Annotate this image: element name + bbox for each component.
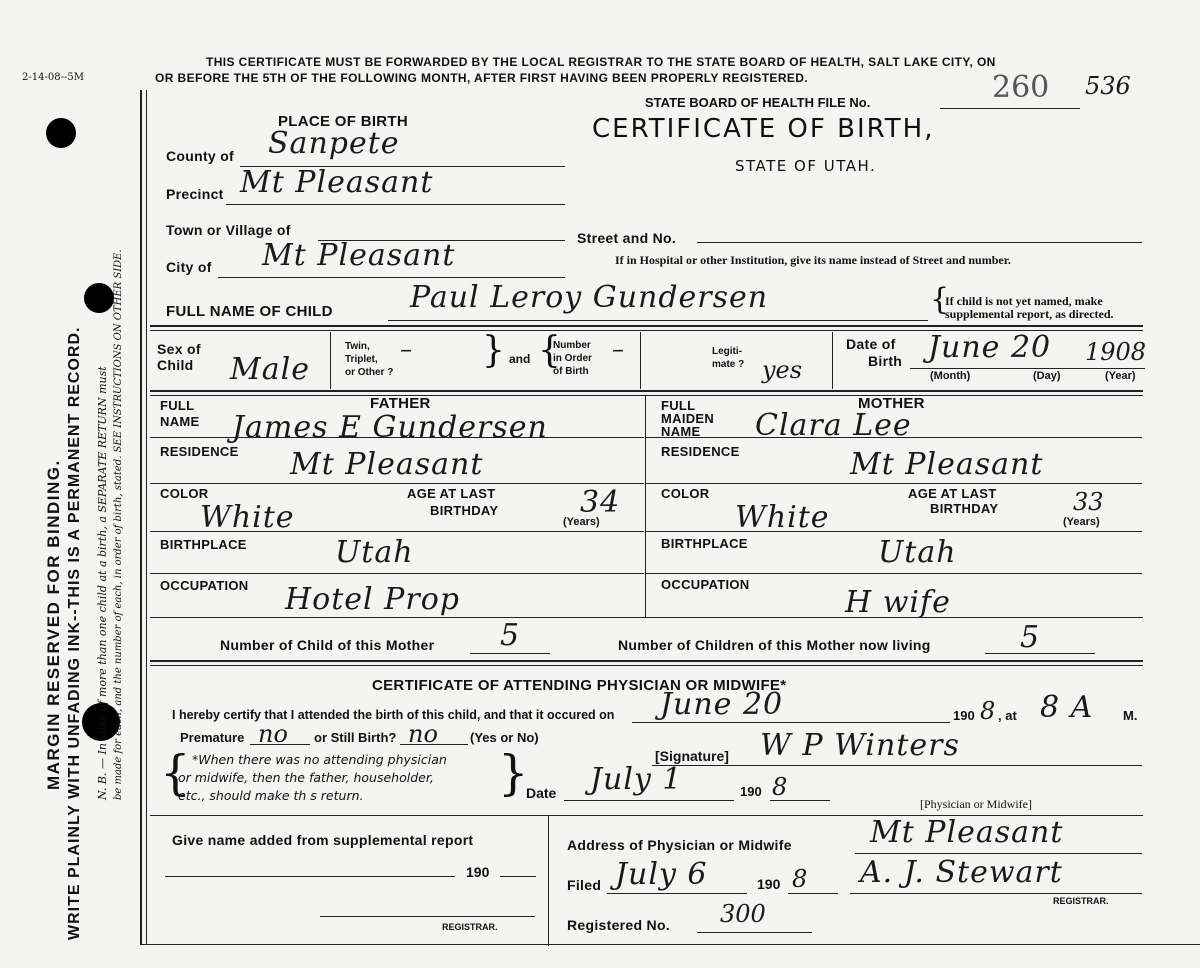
street-line [697,242,1142,243]
mother-birthplace-label: BIRTHPLACE [661,536,748,551]
mother-name-label-line1: FULL [661,398,696,413]
date-year-line [770,800,830,801]
certify-at-label: , at [998,708,1017,723]
header-notice-line2: OR BEFORE THE 5TH OF THE FOLLOWING MONTH, AFTER FIRST HAVING BEEN PROPERLY REGISTERED. [155,71,809,85]
child-name-label: FULL NAME OF CHILD [166,303,333,320]
unnamed-note-brace: { [930,282,950,317]
divider-parents-top [150,390,1143,392]
father-name-line [150,437,644,438]
signature-value: W P Winters [760,728,960,763]
child-name-line [388,320,928,321]
date-year-suffix: 8 [772,773,788,801]
father-occupation-label: OCCUPATION [160,578,249,593]
place-of-birth-heading: PLACE OF BIRTH [278,113,409,130]
address-label: Address of Physician or Midwife [567,837,792,853]
dob-year-label: (Year) [1105,370,1136,382]
supplemental-registrar-line [320,916,535,917]
address-value: Mt Pleasant [870,815,1064,850]
registered-label: Registered No. [567,917,670,933]
order-value: – [612,335,624,363]
father-residence-line [150,483,644,484]
mother-residence-value: Mt Pleasant [850,447,1044,482]
stillbirth-value: no [408,720,438,748]
premature-label: Premature [180,730,245,745]
father-age-value: 34 [580,485,621,520]
county-label: County of [166,148,235,164]
file-no-value: 260 [992,70,1050,105]
mother-occupation-value: H wife [845,585,951,620]
margin-binding-text: MARGIN RESERVED FOR BINDING. [44,459,63,790]
father-color-label: COLOR [160,486,209,501]
filing-registrar-label: REGISTRAR. [1053,896,1109,906]
supplemental-box-divider [548,816,549,946]
child-number-value: 5 [500,618,521,653]
sex-label-line2: Child [157,357,194,373]
mother-name-label-line3: NAME [661,424,701,439]
order-label-line3: of Birth [553,366,589,377]
supplemental-label: Give name added from supplemental report [172,832,474,848]
divider-child-section-top [150,325,1143,327]
twin-label-line3: or Other ? [345,367,394,378]
certify-date-value: June 20 [660,687,784,722]
dob-label-line2: Birth [868,353,903,369]
divider-parents-top2 [150,395,1143,396]
punch-hole-middle [84,283,114,313]
legit-label-line1: Legiti- [712,346,742,357]
note-line1: *When there was no attending physician [192,752,447,767]
file-no-label: STATE BOARD OF HEALTH FILE No. [645,95,871,110]
premature-value: no [258,720,288,748]
children-living-label: Number of Children of this Mother now living [618,637,931,653]
bottom-border [140,944,1200,945]
yes-no-label: (Yes or No) [470,730,539,745]
certify-year-suffix: 8 [980,697,996,725]
child-number-label: Number of Child of this Mother [220,637,435,653]
dob-label-line1: Date of [846,336,896,352]
filed-year-prefix: 190 [757,876,781,892]
father-birthplace-line [150,573,644,574]
date-label: Date [526,785,557,801]
physician-heading: CERTIFICATE OF ATTENDING PHYSICIAN OR MIDWIFE* [372,677,787,694]
divider-parents-bottom [150,617,1143,618]
stillbirth-line [400,744,468,745]
filed-year-suffix: 8 [792,865,808,893]
registrar-signature-line [850,893,1142,894]
father-color-line [150,531,644,532]
twin-label-line2: Triplet, [345,354,378,365]
date-line [564,800,734,801]
sex-label-line1: Sex of [157,341,201,357]
supplemental-name-line [165,876,455,877]
father-birthplace-label: BIRTHPLACE [160,537,247,552]
dob-month-label: (Month) [930,370,971,382]
mother-name-line [646,437,1142,438]
file-no-handwritten: 536 [1085,72,1131,100]
registered-value: 300 [720,900,766,928]
dob-year: 1908 [1085,338,1147,366]
children-living-line [985,653,1095,654]
registrar-signature: A. J. Stewart [860,855,1063,890]
signature-line [652,765,1142,766]
certify-date-line [632,722,950,723]
margin-nb-line2: be made for each, and the number of each, in order of birth, stated. SEE INSTRUCTIONS ON OTHER SIDE. [113,249,124,800]
date-year-prefix: 190 [740,784,762,799]
file-no-line [940,108,1080,109]
filed-label: Filed [567,877,602,893]
signature-label: [Signature] [655,748,729,764]
note-line2: or midwife, then the father, householder, [178,770,434,785]
filed-value: July 6 [615,857,708,892]
father-name-label-line1: FULL [160,398,195,413]
certificate-title: CERTIFICATE OF BIRTH, [592,114,935,144]
father-years-label: (Years) [563,516,600,528]
premature-line [250,744,310,745]
date-value: July 1 [590,762,683,797]
registered-line [697,932,812,933]
father-residence-value: Mt Pleasant [290,447,484,482]
parents-column-divider [645,396,646,618]
order-brace: { [538,330,561,371]
dob-line [910,368,1145,369]
stillbirth-label: or Still Birth? [314,730,397,745]
sex-value: Male [230,352,310,387]
street-label: Street and No. [577,230,677,246]
dob-value: June 20 [928,330,1052,365]
form-code: 2-14-08--5M [22,72,84,83]
certify-text: I hereby certify that I attended the birth of this child, and that it occured on [172,708,615,722]
divider-physician-top [150,660,1143,662]
physician-or-midwife-label: [Physician or Midwife] [920,797,1032,811]
city-label: City of [166,259,212,275]
left-border-line-inner [146,90,147,945]
margin-nb-line1: N. B. — In case of more than one child at a birth, a SEPARATE RETURN must [96,366,109,800]
mother-color-value: White [735,500,830,535]
mother-birthplace-value: Utah [878,535,957,570]
certify-time-value: 8 A [1040,690,1094,725]
city-value: Mt Pleasant [262,238,456,273]
father-color-value: White [200,500,295,535]
children-living-value: 5 [1020,620,1041,655]
certify-m-label: M. [1123,708,1138,723]
city-line [218,277,565,278]
legit-label-line2: mate ? [712,359,745,370]
twin-label-line1: Twin, [345,341,370,352]
mother-age-label-line2: BIRTHDAY [930,501,999,516]
child-number-line [470,653,550,654]
supplemental-year-prefix: 190 [466,864,490,880]
precinct-value: Mt Pleasant [240,165,434,200]
note-brace-right: } [498,745,529,801]
legit-divider [832,332,833,389]
county-value: Sanpete [268,126,400,161]
note-line3: etc., should make th s return. [178,788,364,803]
order-label-line2: in Order [553,353,592,364]
filed-line [607,893,747,894]
mother-birthplace-line [646,573,1142,574]
mother-residence-line [646,483,1142,484]
mother-heading: MOTHER [858,395,925,412]
mother-name-label-line2: MAIDEN [661,411,715,426]
mother-color-line [646,531,1142,532]
address-line [855,853,1142,854]
punch-hole-top [46,118,76,148]
legit-value: yes [762,356,803,384]
twin-value: – [400,335,412,363]
father-occupation-value: Hotel Prop [285,582,460,617]
mother-name-value: Clara Lee [755,408,912,443]
left-border-line [140,90,142,945]
mother-years-label: (Years) [1063,516,1100,528]
father-age-label-line1: AGE AT LAST [407,486,496,501]
dob-day-label: (Day) [1033,370,1061,382]
unnamed-note-line2: supplemental report, as directed. [945,307,1114,321]
mother-residence-label: RESIDENCE [661,444,740,459]
state-subtitle: STATE OF UTAH. [735,157,877,175]
child-name-value: Paul Leroy Gundersen [410,280,769,315]
father-residence-label: RESIDENCE [160,444,239,459]
mother-age-label-line1: AGE AT LAST [908,486,997,501]
and-label: and [509,352,531,366]
order-label-line1: Number [553,340,591,351]
father-heading: FATHER [370,395,431,412]
supplemental-registrar-label: REGISTRAR. [442,922,498,932]
father-name-value: James E Gundersen [232,410,548,445]
divider-physician-top2 [150,665,1143,666]
margin-permanent-record-text: WRITE PLAINLY WITH UNFADING INK--THIS IS A PERMANENT RECORD. [66,326,83,940]
hospital-note: If in Hospital or other Institution, give its name instead of Street and number. [615,253,1011,267]
sex-divider [330,332,331,389]
mother-occupation-label: OCCUPATION [661,577,750,592]
note-brace-left: { [160,745,191,801]
father-name-label-line2: NAME [160,414,200,429]
mother-age-value: 33 [1073,488,1104,516]
precinct-line [226,204,565,205]
header-notice-line1: THIS CERTIFICATE MUST BE FORWARDED BY THE LOCAL REGISTRAR TO THE STATE BOARD OF HEALTH, SALT LAKE CITY, ON [206,55,996,69]
twin-brace: } [482,330,505,371]
order-divider [640,332,641,389]
filed-year-line [788,893,838,894]
supplemental-year-line [500,876,536,877]
unnamed-note-line1: If child is not yet named, make [945,294,1103,308]
father-birthplace-value: Utah [335,535,414,570]
mother-color-label: COLOR [661,486,710,501]
town-label: Town or Village of [166,222,291,238]
father-age-label-line2: BIRTHDAY [430,503,499,518]
certify-year-prefix: 190 [953,708,975,723]
precinct-label: Precinct [166,186,224,202]
